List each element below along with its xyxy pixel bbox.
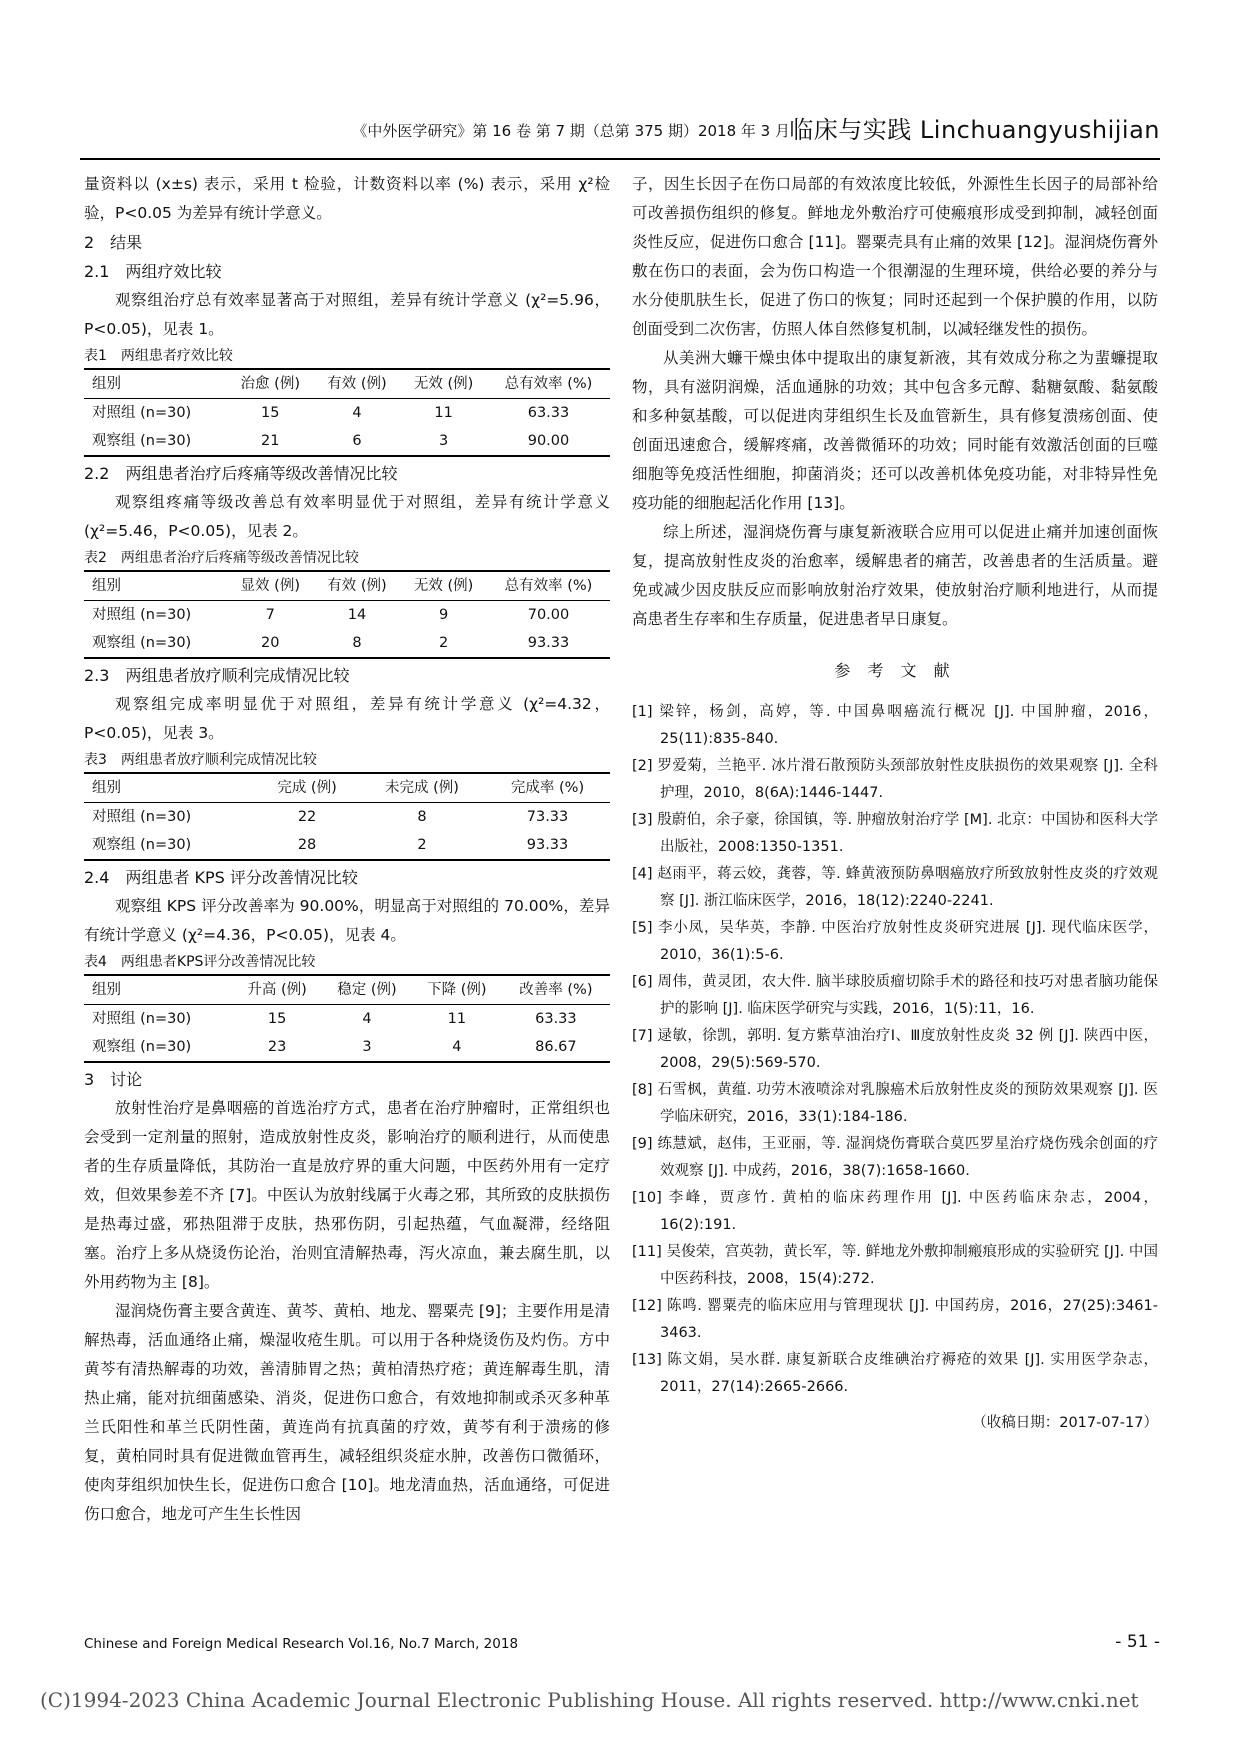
table-header: 组别: [84, 975, 232, 1005]
paragraph-stats: 量资料以 (x±s) 表示，采用 t 检验，计数资料以率 (%) 表示，采用 χ²检验，P<0.05 为差异有统计学意义。: [84, 175, 610, 222]
reference-item: [10] 李峰，贾彦竹. 黄柏的临床药理作用 [J]. 中医药临床杂志，2004，16(2):191.: [632, 1190, 1158, 1233]
table4-caption: 表4 两组患者KPS评分改善情况比较: [84, 954, 316, 970]
table3: [84, 772, 610, 861]
table-row: [84, 1033, 610, 1062]
table-header: 显效 (例): [227, 571, 314, 601]
header-rule: [80, 158, 1160, 160]
table-cell: 3: [322, 1033, 412, 1062]
heading-2-3: 2.3 两组患者放疗顺利完成情况比较: [84, 666, 350, 685]
table-header: 完成率 (%): [485, 773, 610, 803]
table-cell: 63.33: [527, 405, 570, 421]
table-cell: 20: [227, 629, 314, 658]
reference-item: [6] 周伟，黄灵团，农大件. 脑半球胶质瘤切除手术的路径和技巧对患者脑功能保护的影响 [J]. 临床医学研究与实践，2016，1(5):11，16.: [632, 974, 1158, 1017]
references-title: 参 考 文 献: [834, 661, 956, 680]
paragraph-2-1: 观察组治疗总有效率显著高于对照组，差异有统计学意义 (χ²=5.96，P<0.05)，见表 1。: [84, 291, 610, 338]
table-header: 组别: [84, 369, 227, 399]
table-cell: 22: [297, 809, 317, 825]
reference-item: [7] 逯敏，徐凯，郭明. 复方紫草油治疗Ⅰ、Ⅲ度放射性皮炎 32 例 [J]. 陕西中医，2008，29(5):569-570.: [632, 1028, 1158, 1071]
table-header: 升高 (例): [232, 975, 322, 1005]
table-cell: 21: [227, 427, 314, 456]
table-row: [84, 399, 610, 428]
heading-2-4: 2.4 两组患者 KPS 评分改善情况比较: [84, 868, 358, 887]
received-date: （收稿日期：2017-07-17）: [972, 1415, 1158, 1431]
table-cell: 8: [314, 629, 401, 658]
reference-item: [13] 陈文娟，吴水群. 康复新联合皮维碘治疗褥疮的效果 [J]. 实用医学杂志，2011，27(14):2665-2666.: [632, 1352, 1158, 1395]
table-cell: 73.33: [526, 809, 569, 825]
heading-discussion: 3 讨论: [84, 1070, 143, 1089]
paragraph-2-4: 观察组 KPS 评分改善率为 90.00%，明显高于对照组的 70.00%，差异有统计学意义 (χ²=4.36，P<0.05)，见表 4。: [84, 897, 610, 944]
table-cell: 观察组 (n=30): [84, 427, 227, 456]
copyright-notice: (C)1994-2023 China Academic Journal Electronic Publishing House. All rights reserved. http://www.cnki.net: [40, 1688, 1139, 1712]
table-cell: 7: [265, 607, 275, 623]
table-row: [84, 629, 610, 658]
table-cell: 15: [261, 405, 280, 421]
table-cell: 23: [232, 1033, 322, 1062]
table-header: 无效 (例): [400, 369, 487, 399]
table-cell: 9: [439, 607, 449, 623]
table-cell: 8: [417, 809, 427, 825]
paragraph-2-2: 观察组疼痛等级改善总有效率明显优于对照组，差异有统计学意义 (χ²=5.46，P<0.05)，见表 2。: [84, 493, 610, 540]
paragraph-discussion-1: 放射性治疗是鼻咽癌的首选治疗方式，患者在治疗肿瘤时，正常组织也会受到一定剂量的照射，造成放射性皮炎，影响治疗的顺利进行，从而使患者的生存质量降低，其防治一直是放疗界的重大问题，中医药外用有一定疗效，但效果参差不齐 [7]。中医认为放射线属于火毒之邪，其所致的皮肤损伤是热毒过盛，邪热阻滞于皮肤，热邪伤阴，引起热蕴，气血凝滞，经络阻塞。治疗上多从烧烫伤论治，治则宜清解热毒，泻火凉血，兼去腐生肌，以外用药物为主 [8]。: [84, 1099, 610, 1291]
table-cell: 4: [352, 405, 362, 421]
table-cell: 观察组 (n=30): [84, 1033, 232, 1062]
heading-results: 2 结果: [84, 233, 143, 252]
paragraph-discussion-2: 湿润烧伤膏主要含黄连、黄芩、黄柏、地龙、罂粟壳 [9]；主要作用是清解热毒，活血通络止痛，燥湿收疮生肌。可以用于各种烧烫伤及灼伤。方中黄芩有清热解毒的功效，善清肺胃之热；黄柏清热疗疮；黄连解毒生肌，清热止痛，能对抗细菌感染、消炎，促进伤口愈合，有效地抑制或杀灭多种革兰氏阳性和革兰氏阴性菌，黄连尚有抗真菌的疗效，黄芩有利于溃疡的修复，黄柏同时具有促进微血管再生，减轻组织炎症水肿，改善伤口微循环，使肉芽组织加快生长，促进伤口愈合 [10]。地龙清血热，活血通络，可促进伤口愈合，地龙可产生生长性因: [84, 1302, 610, 1523]
table-cell: 93.33: [485, 831, 610, 860]
table-cell: 14: [347, 607, 367, 623]
table-row: [84, 427, 610, 456]
table-cell: 4: [412, 1033, 502, 1062]
table-header: 完成 (例): [255, 773, 359, 803]
table-header: 总有效率 (%): [487, 369, 610, 399]
table1: [84, 368, 610, 457]
table-cell: 观察组 (n=30): [84, 629, 227, 658]
table-header: 无效 (例): [400, 571, 487, 601]
reference-item: [3] 殷蔚伯，余子豪，徐国镇，等. 肿瘤放射治疗学 [M]. 北京：中国协和医科大学出版社，2008:1350-1351.: [632, 812, 1158, 855]
table-row: [84, 831, 610, 860]
table-cell: 对照组 (n=30): [92, 405, 192, 421]
table-header: 组别: [84, 773, 255, 803]
table3-caption: 表3 两组患者放疗顺利完成情况比较: [84, 752, 317, 768]
reference-item: [9] 练慧斌，赵伟，王亚丽，等. 湿润烧伤膏联合莫匹罗星治疗烧伤残余创面的疗效观察 [J]. 中成药，2016，38(7):1658-1660.: [632, 1136, 1158, 1179]
paragraph-discussion-3: 子，因生长因子在伤口局部的有效浓度比较低，外源性生长因子的局部补给可改善损伤组织的修复。鲜地龙外敷治疗可使瘢痕形成受到抑制，减轻创面炎性反应，促进伤口愈合 [11]。罂粟壳具有止痛的效果 [12]。湿润烧伤膏外敷在伤口的表面，会为伤口构造一个很潮湿的生理环境，供给必要的养分与水分使肌肤生长，促进了伤口的恢复；同时还起到一个保护膜的作用，以防创面受到二次伤害，仿照人体自然修复机制，以减轻继发性的损伤。: [632, 175, 1158, 338]
table-cell: 63.33: [535, 1011, 577, 1027]
table-cell: 4: [362, 1011, 372, 1027]
table-cell: 15: [267, 1011, 287, 1027]
table-header: 下降 (例): [412, 975, 502, 1005]
table-row: [84, 803, 610, 832]
table-cell: 28: [255, 831, 359, 860]
table-cell: 11: [447, 1011, 467, 1027]
heading-2-1: 2.1 两组疗效比较: [84, 262, 222, 281]
table-header: 改善率 (%): [502, 975, 610, 1005]
table-header: 未完成 (例): [359, 773, 485, 803]
table-cell: 93.33: [487, 629, 610, 658]
table-cell: 2: [359, 831, 485, 860]
reference-item: [1] 梁锌，杨剑，高婷，等. 中国鼻咽癌流行概况 [J]. 中国肿瘤，2016，25(11):835-840.: [632, 704, 1158, 747]
reference-item: [4] 赵雨平，蒋云姣，龚蓉，等. 蜂黄液预防鼻咽癌放疗所致放射性皮炎的疗效观察 [J]. 浙江临床医学，2016，18(12):2240-2241.: [632, 866, 1158, 909]
reference-list: [632, 699, 1158, 1401]
table2: [84, 570, 610, 659]
paragraph-2-3: 观察组完成率明显优于对照组，差异有统计学意义 (χ²=4.32，P<0.05)，见表 3。: [84, 695, 610, 742]
footer-journal-english: Chinese and Foreign Medical Research Vol.16, No.7 March, 2018: [84, 1636, 519, 1652]
table-cell: 对照组 (n=30): [92, 1011, 192, 1027]
table1-caption: 表1 两组患者疗效比较: [84, 348, 233, 364]
table-cell: 对照组 (n=30): [92, 607, 192, 623]
page-header: [80, 110, 1160, 156]
table-row: [84, 601, 610, 630]
journal-citation: 《中外医学研究》第 16 卷 第 7 期（总第 375 期）2018 年 3 月: [352, 122, 790, 140]
reference-item: [5] 李小凤，吴华英，李静. 中医治疗放射性皮炎研究进展 [J]. 现代临床医学，2010，36(1):5-6.: [632, 920, 1158, 963]
reference-item: [2] 罗爱菊，兰艳平. 冰片滑石散预防头颈部放射性皮肤损伤的效果观察 [J]. 全科护理，2010，8(6A):1446-1447.: [632, 758, 1158, 801]
table-cell: 90.00: [487, 427, 610, 456]
reference-item: [11] 吴俊荣，宫英勃，黄长军，等. 鲜地龙外敷抑制瘢痕形成的实验研究 [J]. 中国中医药科技，2008，15(4):272.: [632, 1244, 1158, 1287]
left-column: [84, 170, 610, 1529]
table-cell: 观察组 (n=30): [84, 831, 255, 860]
right-column: [632, 170, 1158, 1438]
table-cell: 2: [400, 629, 487, 658]
table-cell: 86.67: [502, 1033, 610, 1062]
table4: [84, 974, 610, 1063]
reference-item: [8] 石雪枫，黄蕴. 功劳木液喷涂对乳腺癌术后放射性皮炎的预防效果观察 [J]. 医学临床研究，2016，33(1):184-186.: [632, 1082, 1158, 1125]
table-header: 治愈 (例): [227, 369, 314, 399]
table-cell: 对照组 (n=30): [92, 809, 192, 825]
paragraph-discussion-4: 从美洲大蠊干燥虫体中提取出的康复新液，其有效成分称之为蜚蠊提取物，具有滋阴润燥，活血通脉的功效；其中包含多元醇、黏糖氨酸、黏氨酸和多种氨基酸，可以促进肉芽组织生长及血管新生，具有修复溃疡创面、使创面迅速愈合，缓解疼痛，改善微循环的功效；同时能有效激活创面的巨噬细胞等免疫活性细胞，抑菌消炎；还可以改善机体免疫功能，对非特异性免疫功能的细胞起活化作用 [13]。: [632, 349, 1158, 512]
table-header: 有效 (例): [314, 369, 401, 399]
table-cell: 3: [400, 427, 487, 456]
paragraph-conclusion: 综上所述，湿润烧伤膏与康复新液联合应用可以促进止痛并加速创面恢复，提高放射性皮炎的治愈率，缓解患者的痛苦，改善患者的生活质量。避免或减少因皮肤反应而影响放射治疗效果，使放射治疗顺利地进行，从而提高患者生存率和生存质量，促进患者早日康复。: [632, 523, 1158, 628]
table-header: 总有效率 (%): [487, 571, 610, 601]
section-title: 临床与实践 Linchuangyushijian: [789, 116, 1160, 144]
table-header: 组别: [84, 571, 227, 601]
table-header: 稳定 (例): [322, 975, 412, 1005]
heading-2-2: 2.2 两组患者治疗后疼痛等级改善情况比较: [84, 464, 398, 483]
table-row: [84, 1005, 610, 1034]
reference-item: [12] 陈鸣. 罂粟壳的临床应用与管理现状 [J]. 中国药房，2016，27(25):3461-3463.: [632, 1298, 1158, 1341]
page-number: - 51 -: [1115, 1632, 1160, 1652]
table-cell: 6: [314, 427, 401, 456]
table-header: 有效 (例): [314, 571, 401, 601]
table-cell: 70.00: [527, 607, 570, 623]
table2-caption: 表2 两组患者治疗后疼痛等级改善情况比较: [84, 550, 359, 566]
table-cell: 11: [434, 405, 453, 421]
